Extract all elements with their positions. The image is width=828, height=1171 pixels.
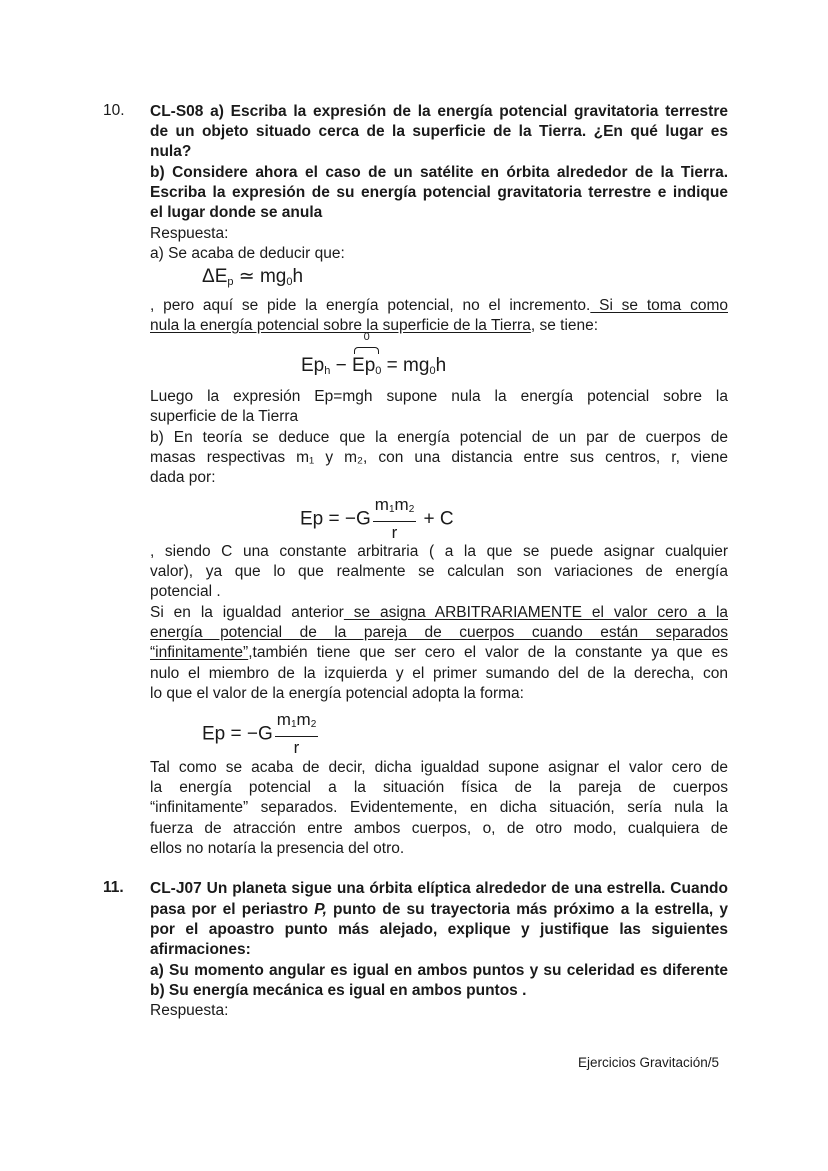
equation-ep-with-constant: Ep = −G $\frac{m_1m_2}{r}$ + C: [300, 495, 454, 542]
question-text: b) Considere ahora el caso de un satélite en órbita alrededor de la Tierra.: [150, 164, 728, 181]
answer-text: Si en la igualdad anterior se asigna ARBITRARIAMENTE el valor cero a la: [150, 604, 729, 621]
question-text: afirmaciones:: [150, 941, 251, 958]
answer-text: , siendo C una constante arbitraria ( a la que se puede asignar cualquier: [150, 543, 728, 560]
equation-delta-ep: $\Delta E_p$ ≃ $mg_0h$: [202, 266, 304, 288]
question-text: nula?: [150, 143, 192, 160]
overbrace: 0 $Ep_0$: [352, 331, 382, 377]
answer-text: la energía potencial a la situación física de la pareja de cuerpos: [150, 779, 728, 796]
answer-label: Respuesta:: [150, 225, 229, 242]
answer-text: “infinitamente” separados. Evidentemente, en dicha situación, sería nula la: [150, 799, 728, 816]
question-text: pasa por el periastro P, punto de su trayectoria más próximo a la estrella, y: [150, 901, 728, 918]
equation-ep-difference: $Ep_h$ − 0 $Ep_0 = mg_0h$: [301, 331, 447, 377]
answer-text: b) En teoría se deduce que la energía potencial de un par de cuerpos de: [150, 429, 728, 446]
answer-text: , pero aquí se pide la energía potencial, no el incremento. Si se toma como: [150, 297, 728, 314]
answer-text: dada por:: [150, 469, 216, 486]
answer-text: superficie de la Tierra: [150, 408, 299, 425]
answer-text: nula la energía potencial sobre la superficie de la Tierra, se tiene:: [150, 317, 599, 334]
question-text: a) Su momento angular es igual en ambos puntos y su celeridad es diferente: [150, 962, 728, 979]
question-text: por el apoastro punto más alejado, explique y justifique las siguientes: [150, 921, 728, 938]
answer-text: energía potencial de la pareja de cuerpos cuando están separados: [150, 624, 728, 641]
answer-text: fuerza de atracción entre ambos cuerpos, o, de otro modo, cualquiera de: [150, 820, 728, 837]
question-number: 10.: [103, 102, 125, 119]
answer-text: Tal como se acaba de decir, dicha igualdad supone asignar el valor cero de: [150, 759, 728, 776]
answer-text: “infinitamente”,también tiene que ser cero el valor de la constante ya que es: [150, 644, 728, 661]
page-footer: Ejercicios Gravitación/5: [578, 1055, 720, 1070]
answer-text: Luego la expresión Ep=mgh supone nula la energía potencial sobre la: [150, 388, 728, 405]
question-text: de un objeto situado cerca de la superficie de la Tierra. ¿En qué lugar es: [150, 123, 728, 140]
answer-text: potencial .: [150, 583, 221, 600]
equation-ep-final: Ep = −G $\frac{m_1m_2}{r}$: [202, 710, 317, 757]
question-text: CL-S08 a) Escriba la expresión de la energía potencial gravitatoria terrestre: [150, 103, 728, 120]
answer-text: masas respectivas m₁ y m₂, con una distancia entre sus centros, r, viene: [150, 449, 728, 466]
answer-text: a) Se acaba de deducir que:: [150, 245, 345, 262]
answer-label: Respuesta:: [150, 1002, 229, 1019]
question-text: Escriba la expresión de su energía potencial gravitatoria terrestre e indique: [150, 184, 728, 201]
question-text: b) Su energía mecánica es igual en ambos puntos .: [150, 982, 527, 999]
answer-text: lo que el valor de la energía potencial adopta la forma:: [150, 685, 524, 702]
answer-text: ellos no notaría la presencia del otro.: [150, 840, 405, 857]
question-text: el lugar donde se anula: [150, 204, 323, 221]
question-text: CL-J07 Un planeta sigue una órbita elíptica alrededor de una estrella. Cuando: [150, 880, 728, 897]
answer-text: valor), ya que lo que realmente se calculan son variaciones de energía: [150, 563, 728, 580]
question-number: 11.: [103, 879, 124, 896]
answer-text: nulo el miembro de la izquierda y el primer sumando del de la derecha, con: [150, 665, 728, 682]
